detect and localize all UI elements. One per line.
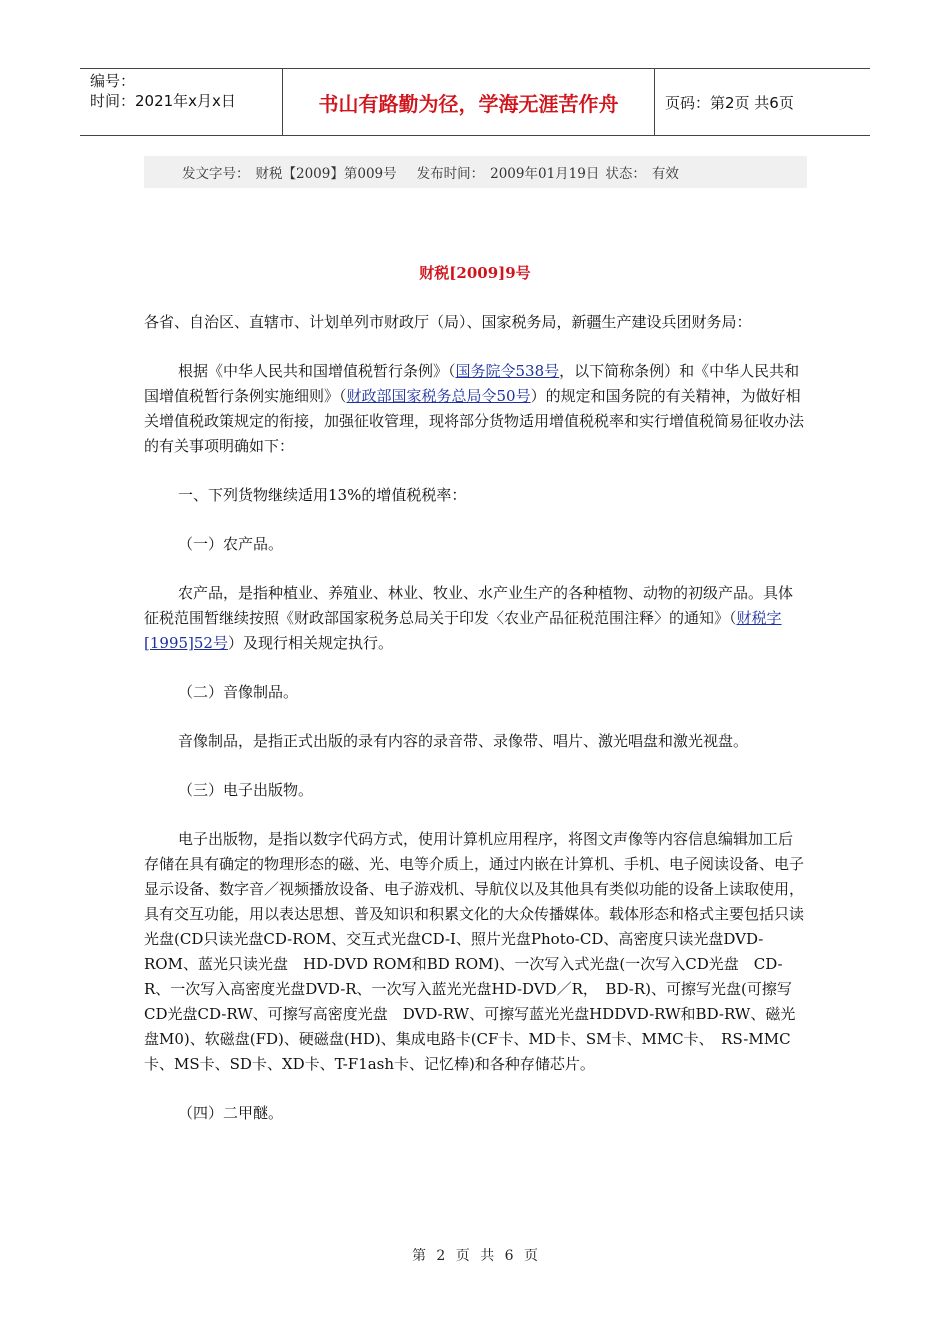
text-span: ）的规定和国务院的有关精神，为做好相关增值税政策规定的衔接，加强征收管理，现将部分货物适用增值税税率和实行增值税简易征收办法的有关事项明确如下： [144,387,805,455]
doc-no-label: 发文字号： [182,166,250,182]
link-mof-order[interactable]: 财政部国家税务总局令50号 [346,387,531,405]
time-label: 时间：2021年x月x日 [90,92,236,110]
header-page-label: 页码：第2页 共6页 [665,93,794,112]
paragraph-epub-definition: 电子出版物，是指以数字代码方式，使用计算机应用程序，将图文声像等内容信息编辑加工后存储在具有确定的物理形态的磁、光、电等介质上，通过内嵌在计算机、手机、电子阅读设备、电子显示设备、数字音／视频播放设备、电子游戏机、导航仪以及其他具有类似功能的设备上读取使用，具有交互功能，用以表达思想、普及知识和积累文化的大众传播媒体。载体形态和格式主要包括只读光盘(CD只读光盘CD-ROM、交互式光盘CD-I、照片光盘Photo-CD、高密度只读光盘DVD-ROM、蓝光只读光盘 HD-DVD ROM和BD ROM)、一次写入式光盘(一次写入CD光盘 CD-R、一次写入高密度光盘DVD-R、一次写入蓝光光盘HD-DVD／R， BD-R)、可擦写光盘(可擦写CD光盘CD-RW、可擦写高密度光盘 DVD-RW、可擦写蓝光光盘HDDVD-RW和BD-RW、磁光盘M0)、软磁盘(FD)、硬磁盘(HD)、集成电路卡(CF卡、MD卡、SM卡、MMC卡、 RS-MMC卡、MS卡、SD卡、XD卡、T-F1ash卡、记忆棒)和各种存储芯片。 [144,830,805,1073]
header-info [80,69,282,135]
paragraph-item-3: （三）电子出版物。 [178,781,314,799]
header-motto: 书山有路勤为径，学海无涯苦作舟 [282,69,655,135]
code-label: 编号： [90,72,136,90]
paragraph-item-1: （一）农产品。 [178,535,284,553]
paragraph-addressees: 各省、自治区、直辖市、计划单列市财政厅（局）、国家税务局，新疆生产建设兵团财务局： [144,313,752,331]
status-value: 有效 [651,166,679,182]
page-header [80,68,870,136]
text-span: ，以下简称条例）和《中华人民共和国增值税暂行条例实施细则》（ [144,362,800,405]
doc-no: 财税【2009】第009号 [255,166,397,182]
text-span: 农产品，是指种植业、养殖业、林业、牧业、水产业生产的各种植物、动物的初级产品。具体征税范围暂继续按照《财政部国家税务总局关于印发〈农业产品征税范围注释〉的通知》（ [144,584,794,627]
document-meta-bar [144,156,807,188]
paragraph-item-2: （二）音像制品。 [178,683,299,701]
paragraph-section-1: 一、下列货物继续适用13%的增值税税率： [178,486,467,504]
text-span: ）及现行相关规定执行。 [227,634,393,652]
paragraph-av-definition: 音像制品，是指正式出版的录有内容的录音带、录像带、唱片、激光唱盘和激光视盘。 [178,732,749,750]
paragraph-item-4: （四）二甲醚。 [178,1104,284,1122]
paragraph-agri-definition [144,581,806,656]
publish-date: 2009年01月19日 [490,166,600,182]
status-label: 状态： [605,166,646,182]
document-body [144,310,806,1150]
paragraph-basis [144,359,806,459]
date-label: 发布时间： [416,166,485,182]
document-title: 财税[2009]9号 [419,264,531,282]
link-state-council-order[interactable]: 国务院令538号 [455,362,560,380]
page-footer: 第 2 页 共 6 页 [411,1248,539,1264]
link-caishuizi-1995-52[interactable]: 财税字[1995]52号 [144,609,782,652]
text-span: 根据《中华人民共和国增值税暂行条例》（ [178,362,456,380]
